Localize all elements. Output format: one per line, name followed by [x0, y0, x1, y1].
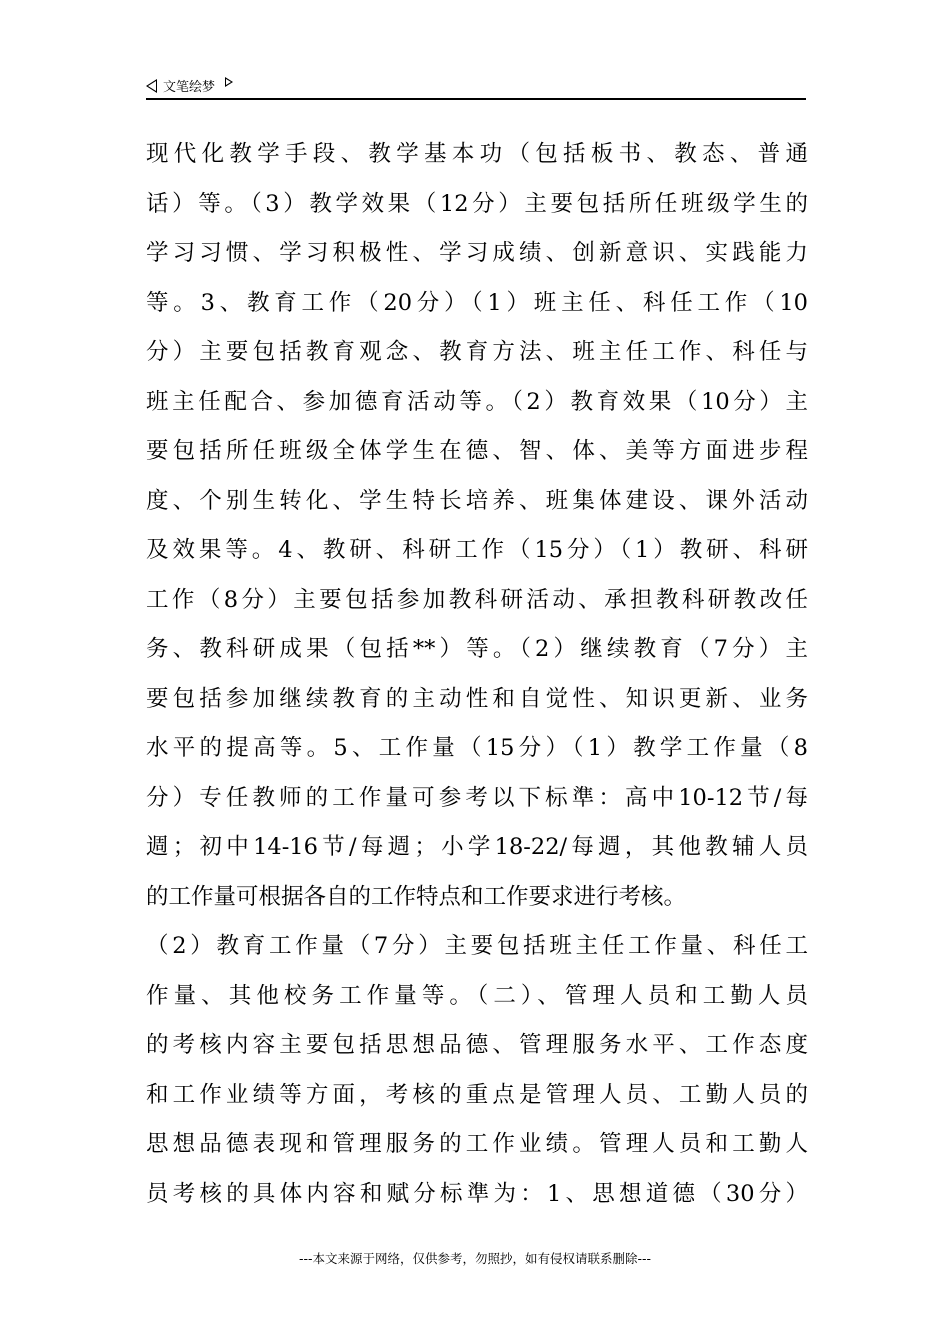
text-line: 分）主要包括教育观念、教育方法、班主任工作、科任与 [146, 339, 808, 365]
text-line: 的考核内容主要包括思想品德、管理服务水平、工作态度 [146, 1032, 808, 1058]
text-line: 週；初中14-16节/每週；小学18-22/每週，其他教辅人员 [146, 834, 808, 860]
text-line: 员考核的具体内容和赋分标準为：1、思想道德（30分） [146, 1180, 808, 1207]
text-line: 思想品德表现和管理服务的工作业绩。管理人员和工勤人 [146, 1131, 808, 1157]
page-header [146, 70, 806, 100]
text-line: 学习习惯、学习积极性、学习成绩、创新意识、实践能力 [146, 240, 808, 266]
text-line: 现代化教学手段、教学基本功（包括板书、教态、普通 [146, 141, 808, 167]
text-line: 分）专任教师的工作量可参考以下标準：高中10-12节/每 [146, 784, 808, 811]
triangle-left-icon [146, 79, 157, 93]
header-title: 文笔绘梦 [163, 80, 216, 95]
text-line: （2）教育工作量（7分）主要包括班主任工作量、科任工 [146, 933, 808, 959]
text-line: 的工作量可根据各自的工作特点和工作要求进行考核。 [146, 883, 687, 910]
document-body [146, 130, 808, 1219]
text-line: 及效果等。4、教研、科研工作（15分）（1）教研、科研 [146, 537, 808, 563]
text-line: 班主任配合、参加德育活动等。（2）教育效果（10分）主 [146, 388, 808, 415]
text-line: 水平的提高等。5、工作量（15分）（1）教学工作量（8 [146, 735, 808, 761]
text-line: 和工作业绩等方面，考核的重点是管理人员、工勤人员的 [146, 1081, 808, 1108]
footer-notice: ---本文来源于网络，仅供参考，勿照抄，如有侵权请联系删除--- [298, 1251, 652, 1266]
text-line: 度、个别生转化、学生特长培养、班集体建设、课外活动 [146, 487, 808, 514]
text-line: 作量、其他校务工作量等。（二）、管理人员和工勤人员 [146, 982, 808, 1009]
text-line: 要包括参加继续教育的主动性和自觉性、知识更新、业务 [146, 685, 808, 712]
text-line: 工作（8分）主要包括参加教科研活动、承担教科研教改任 [146, 586, 808, 613]
text-line: 话）等。（3）教学效果（12分）主要包括所任班级学生的 [146, 190, 808, 217]
text-line: 等。3、教育工作（20分）（1）班主任、科任工作（10 [146, 289, 808, 316]
triangle-right-icon [225, 77, 233, 87]
text-line: 务、教科研成果（包括**）等。（2）继续教育（7分）主 [146, 636, 808, 662]
text-line: 要包括所任班级全体学生在德、智、体、美等方面进步程 [146, 438, 808, 464]
